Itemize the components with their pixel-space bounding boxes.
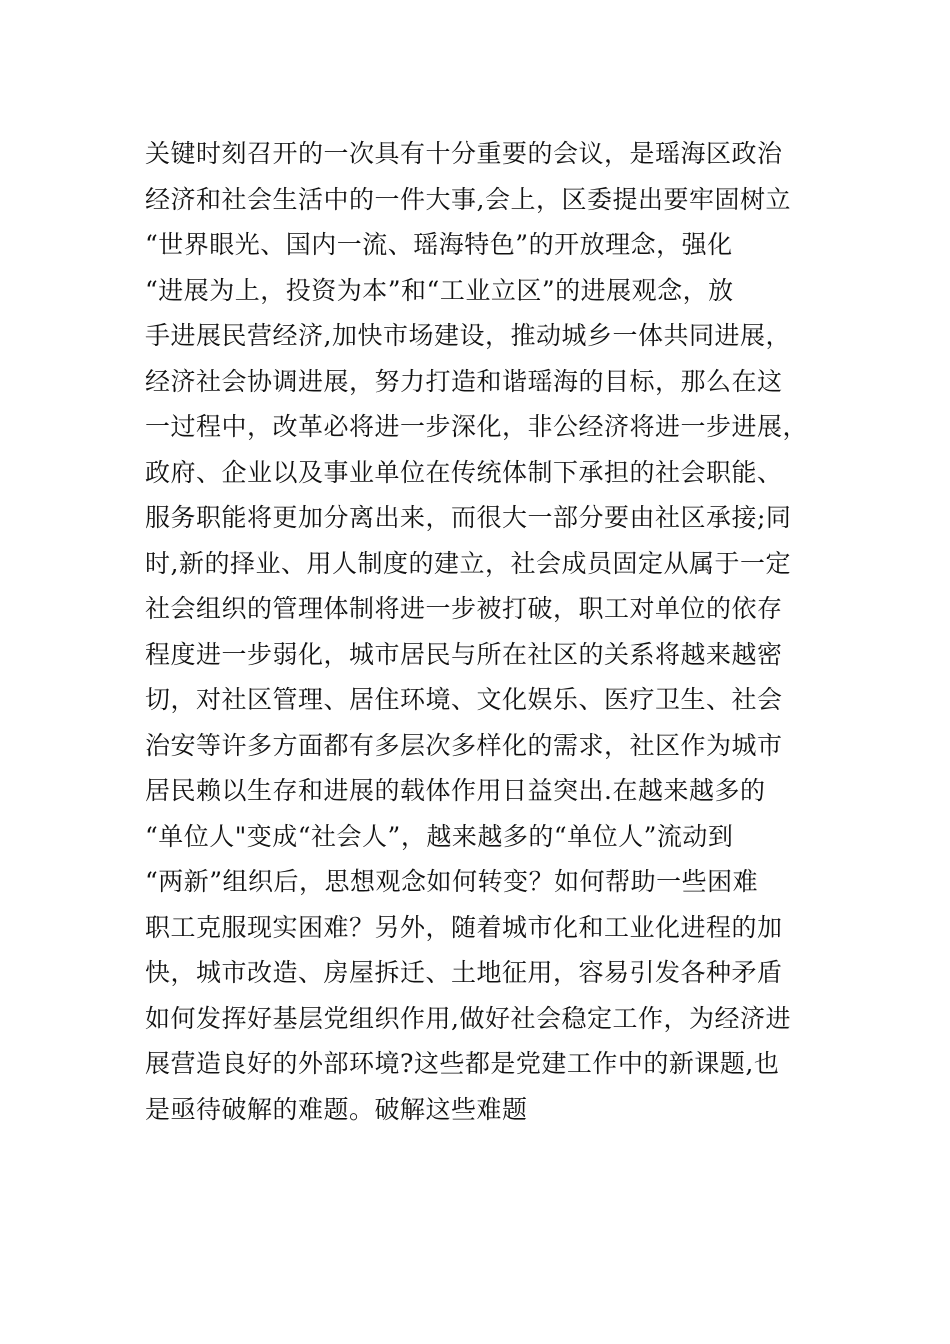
text-line: 展营造良好的外部环境?这些都是党建工作中的新课题,也 <box>145 1049 780 1078</box>
text-line: “单位人"变成“社会人”，越来越多的“单位人”流动到 <box>145 821 734 851</box>
body-text <box>145 131 825 1132</box>
text-line: 关键时刻召开的一次具有十分重要的会议，是瑶海区政治 <box>145 139 783 168</box>
text-line: 快，城市改造、房屋拆迁、土地征用，容易引发各种矛盾 <box>145 958 783 987</box>
text-line: 是亟待破解的难题。破解这些难题 <box>145 1094 528 1124</box>
text-line: “世界眼光、国内一流、瑶海特色”的开放理念，强化 <box>145 230 733 259</box>
text-line: 治安等许多方面都有多层次多样化的需求，社区作为城市 <box>145 730 783 760</box>
text-line: 时,新的择业、用人制度的建立，社会成员固定从属于一定 <box>145 548 791 578</box>
text-line: 经济和社会生活中的一件大事,会上，区委提出要牢固树立 <box>145 184 791 214</box>
text-line: 居民赖以生存和进展的载体作用日益突出.在越来越多的 <box>145 776 766 805</box>
text-line: 手进展民营经济,加快市场建设，推动城乡一体共同进展， <box>145 321 791 350</box>
text-line: “两新”组织后，思想观念如何转变？如何帮助一些困难 <box>145 867 759 896</box>
text-line: 经济社会协调进展，努力打造和谐瑶海的目标，那么在这 <box>145 366 783 396</box>
text-line: 社会组织的管理体制将进一步被打破，职工对单位的依存 <box>145 594 783 623</box>
text-line: 如何发挥好基层党组织作用,做好社会稳定工作，为经济进 <box>145 1003 791 1033</box>
text-line: 一过程中，改革必将进一步深化，非公经济将进一步进展， <box>145 412 809 441</box>
text-line: “进展为上，投资为本”和“工业立区”的进展观念，放 <box>145 275 734 305</box>
text-line: 切，对社区管理、居住环境、文化娱乐、医疗卫生、社会 <box>145 685 783 714</box>
text-line: 政府、企业以及事业单位在传统体制下承担的社会职能、 <box>145 457 783 487</box>
text-line: 程度进一步弱化，城市居民与所在社区的关系将越来越密 <box>145 639 783 669</box>
text-line: 职工克服现实困难？另外，随着城市化和工业化进程的加 <box>145 912 783 942</box>
text-line: 服务职能将更加分离出来，而很大一部分要由社区承接;同 <box>145 503 792 532</box>
